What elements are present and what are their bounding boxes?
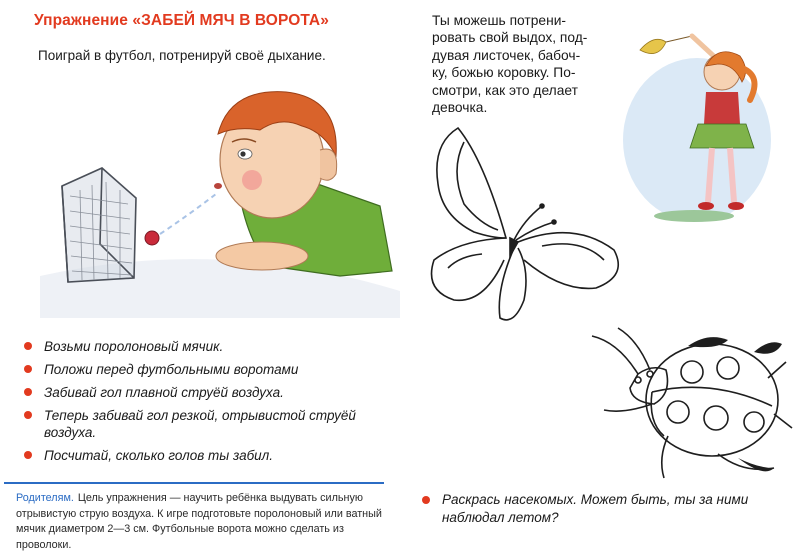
list-item: Возьми поролоновый мячик.: [24, 338, 394, 355]
coloring-task: Раскрась насекомых. Может быть, ты за ними наблюдал летом?: [422, 491, 794, 527]
bullet-dot-icon: [24, 388, 32, 396]
leaf-icon: [640, 39, 666, 53]
air-stream-icon: [160, 194, 216, 234]
ball-icon: [145, 231, 159, 245]
parents-note-divider: [4, 482, 384, 484]
list-item: Теперь забивай гол резкой, отрывистой струёй воздуха.: [24, 407, 394, 441]
instruction-list: [24, 338, 394, 470]
goal-icon: [62, 168, 136, 282]
bullet-dot-icon: [24, 365, 32, 373]
ladybug-outline-illustration: [568, 318, 794, 480]
bullet-dot-icon: [24, 411, 32, 419]
bullet-dot-icon: [24, 451, 32, 459]
left-page: [0, 0, 400, 551]
bullet-dot-icon: [422, 496, 430, 504]
list-item: Положи перед футбольными воротами: [24, 361, 394, 378]
girl-leaf-illustration: [622, 20, 772, 225]
list-item: Посчитай, сколько голов ты забил.: [24, 447, 394, 464]
breathing-tip: Ты можешь потрени- ровать свой выдох, под- дувая листочек, бабоч- ку, божью коровку. По- смотри, как это делает девочка.: [432, 13, 588, 116]
list-item: Забивай гол плавной струёй воздуха.: [24, 384, 394, 401]
parents-note-label: Родителям.: [16, 492, 74, 504]
right-page: [400, 0, 800, 541]
boy-figure: [214, 92, 392, 276]
parents-note: [16, 491, 386, 553]
boy-football-illustration: [40, 86, 400, 318]
butterfly-outline-illustration: [414, 120, 638, 328]
parents-note-text: Цель упражнения — научить ребёнка выдувать сильную отрывистую струю воздуха. К игре подготовьте поролоновый или ватный мячик диаметром 2—3 см. Футбольные ворота можно сделать из проволоки.: [16, 492, 382, 551]
exercise-title: Упражнение «ЗАБЕЙ МЯЧ В ВОРОТА»: [34, 12, 329, 29]
exercise-intro: Поиграй в футбол, потренируй своё дыхание.: [38, 48, 326, 63]
bullet-dot-icon: [24, 342, 32, 350]
